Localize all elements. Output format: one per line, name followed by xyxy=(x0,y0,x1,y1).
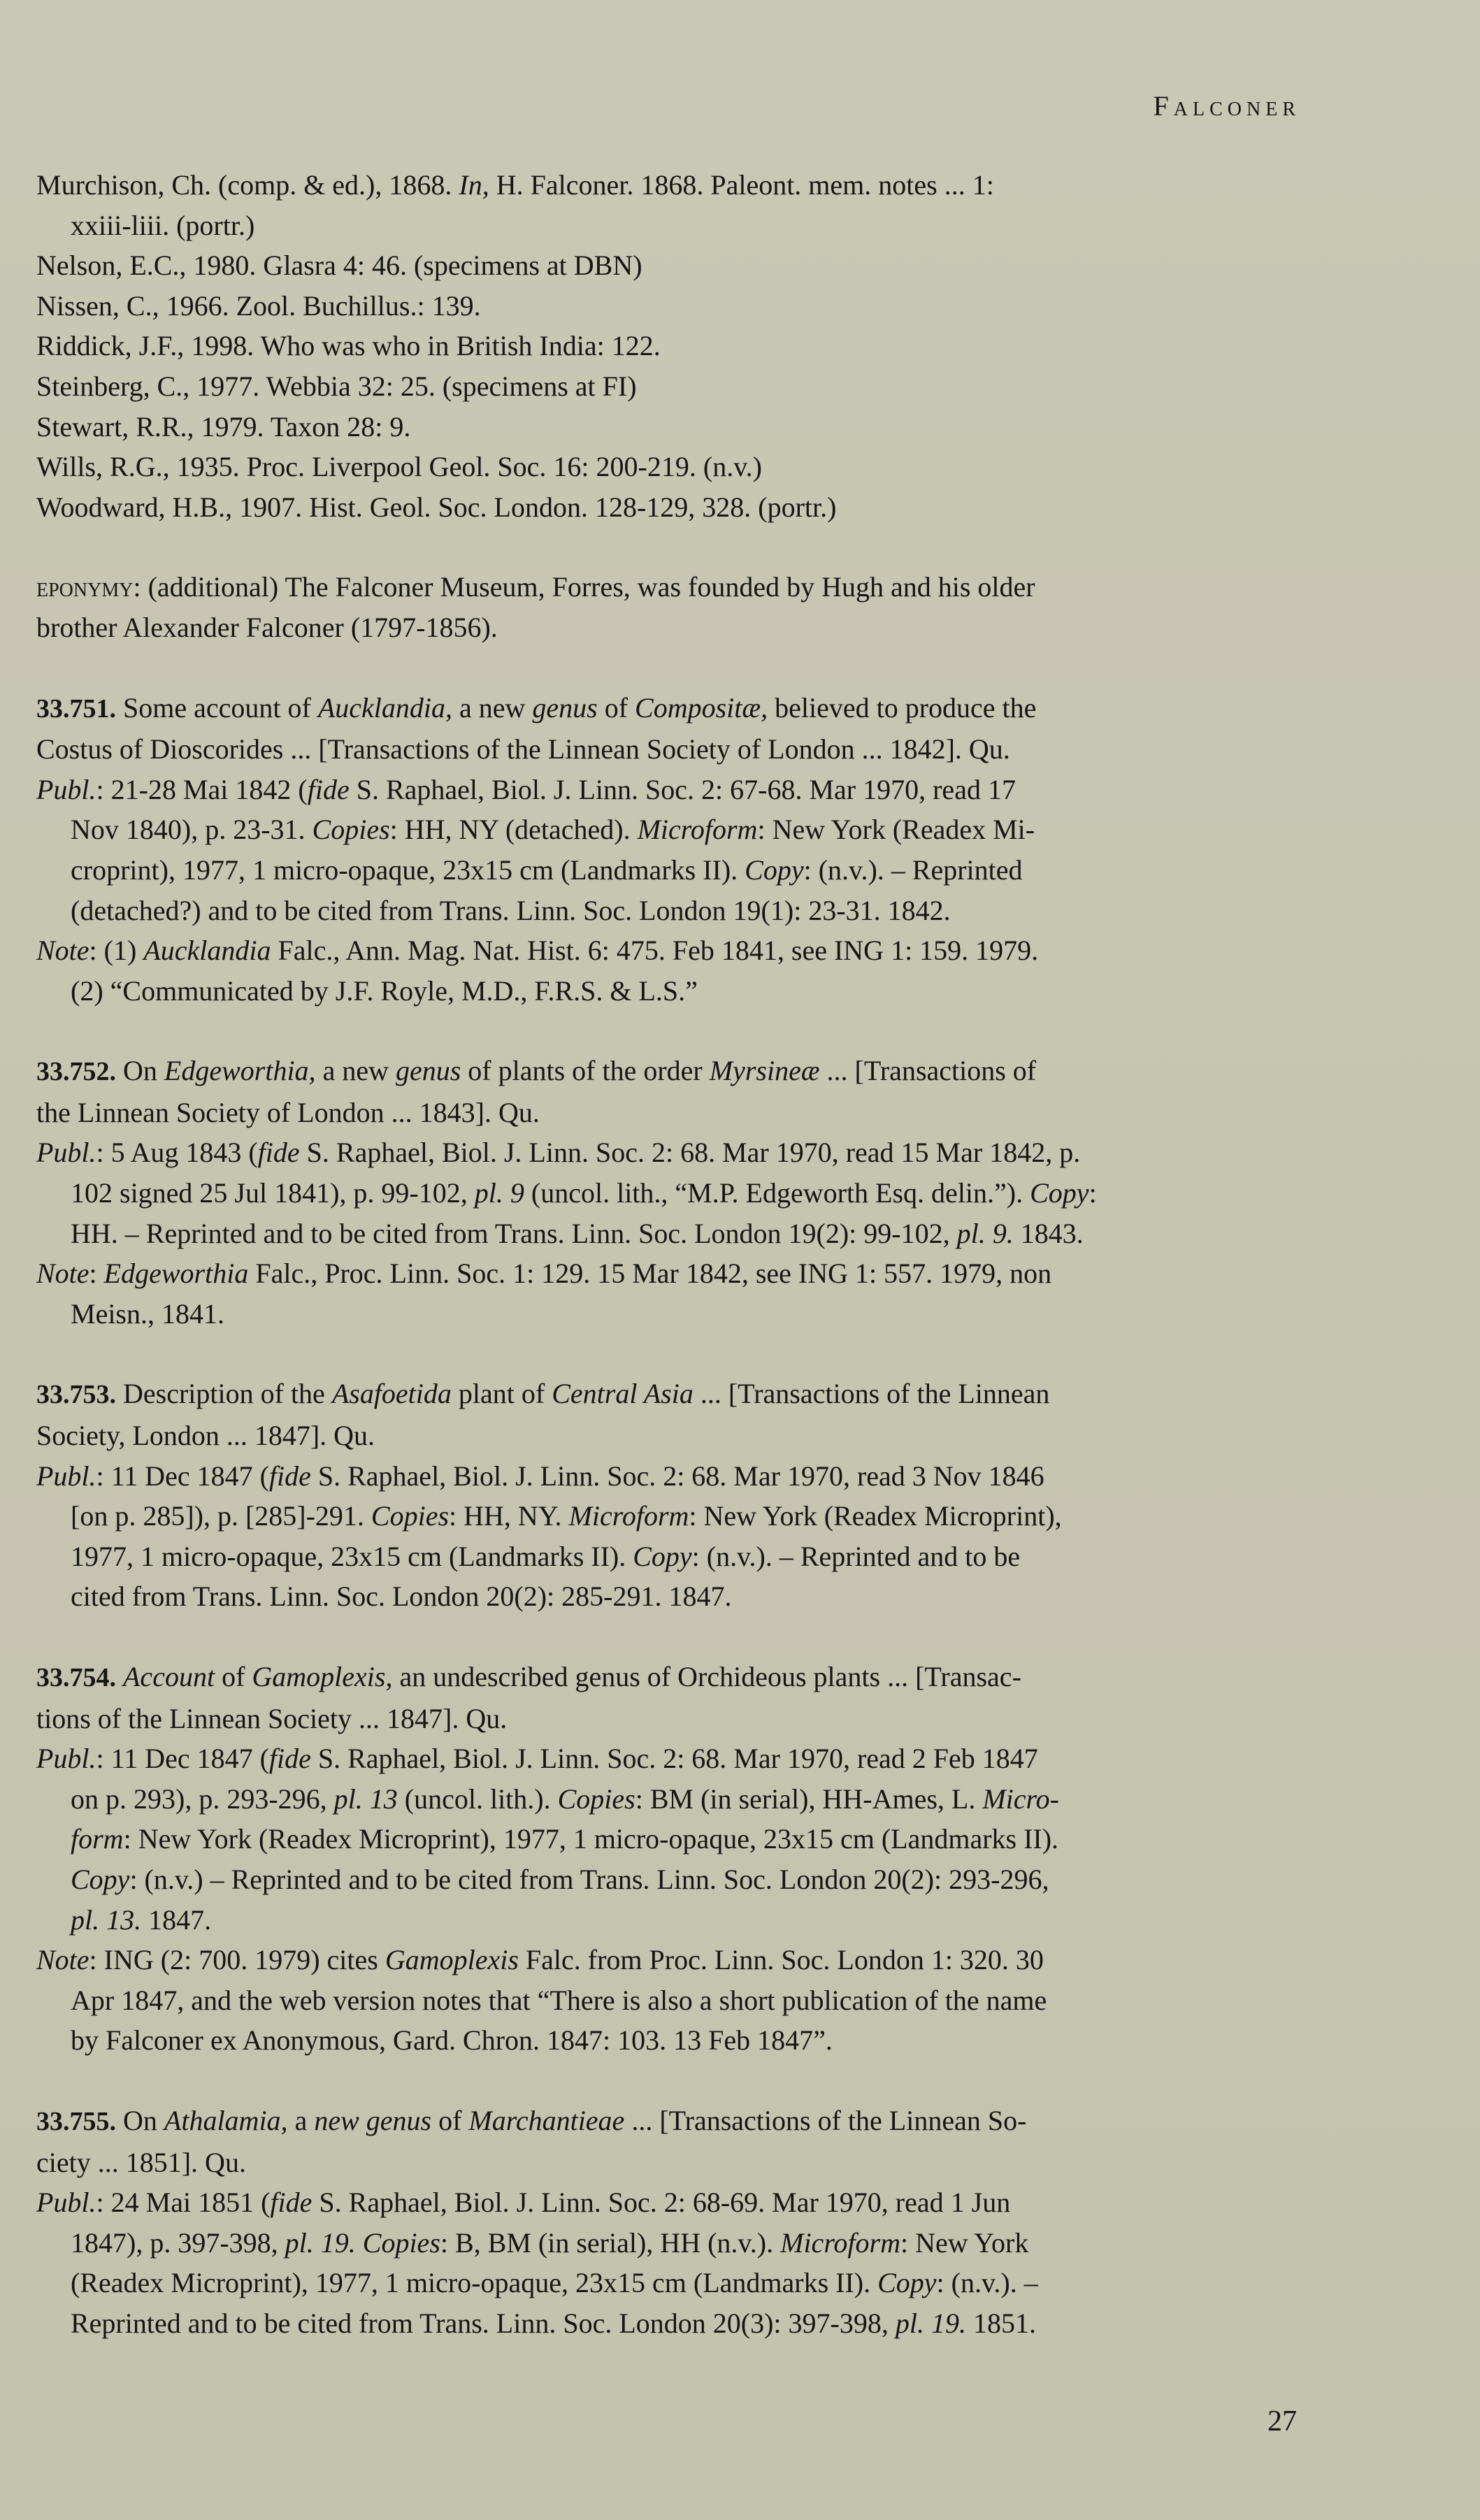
reference-item: Nelson, E.C., 1980. Glasra 4: 46. (specimens at DBN) xyxy=(36,250,642,282)
entry-number: 33.755. xyxy=(36,2106,116,2136)
entry-number: 33.751. xyxy=(36,693,116,723)
eponymy-label: eponymy xyxy=(36,571,134,603)
reference-item: Woodward, H.B., 1907. Hist. Geol. Soc. London. 128-129, 328. (portr.) xyxy=(36,491,837,523)
entry-number: 33.754. xyxy=(36,1663,116,1692)
page-number: 27 xyxy=(1267,2405,1297,2438)
entry-33-752: 33.752. On Edgeworthia, a new genus of plants of the order Myrsineæ ... [Transactions of the Linnean Society of London ... 1843]. Qu. Publ.: 5 Aug 1843 (fide S. Raphael, Biol. J. Linn. Soc. 2: 68. Mar 1970, read 15 Mar 1842, p. 102 signed 25 Jul 1841), p. 99-102, pl. 9 (uncol. lith., “M.P. Edgeworth Esq. delin.”). Copy: HH. – Reprinted and to be cited from Trans. Linn. Soc. London 19(2): 99-102, pl. 9. 1843. Note: Edgeworthia Falc., Proc. Linn. Soc. 1: 129. 15 Mar 1842, see ING 1: 557. 1979, non Meisn., 1841. xyxy=(36,1055,1097,1330)
reference-item: Wills, R.G., 1935. Proc. Liverpool Geol. Soc. 16: 200-219. (n.v.) xyxy=(36,451,762,483)
reference-item-continuation: xxiii-liii. (portr.) xyxy=(71,209,255,241)
reference-item: Nissen, C., 1966. Zool. Buchillus.: 139. xyxy=(36,289,481,322)
entry-33-755: 33.755. On Athalamia, a new genus of Marchantieae ... [Transactions of the Linnean So- ciety ... 1851]. Qu. Publ.: 24 Mai 1851 (fide S. Raphael, Biol. J. Linn. Soc. 2: 68-69. Mar 1970, read 1 Jun 1847), p. 397-398, pl. 19. Copies: B, BM (in serial), HH (n.v.). Microform: New York (Readex Microprint), 1977, 1 micro-opaque, 23x15 cm (Landmarks II). Copy: (n.v.). – Reprinted and to be cited from Trans. Linn. Soc. London 20(3): 397-398, pl. 19. 1851. xyxy=(36,2104,1038,2339)
entry-33-753: 33.753. Description of the Asafoetida plant of Central Asia ... [Transactions of the Linnean Society, London ... 1847]. Qu. Publ.: 11 Dec 1847 (fide S. Raphael, Biol. J. Linn. Soc. 2: 68. Mar 1970, read 3 Nov 1846 [on p. 285]), p. [285]-291. Copies: HH, NY. Microform: New York (Readex Microprint), 1977, 1 micro-opaque, 23x15 cm (Landmarks II). Copy: (n.v.). – Reprinted and to be cited from Trans. Linn. Soc. London 20(2): 285-291. 1847. xyxy=(36,1378,1062,1613)
reference-item: Murchison, Ch. (comp. & ed.), 1868. In, H. Falconer. 1868. Paleont. mem. notes ... 1: xyxy=(36,169,994,201)
running-head: Falconer xyxy=(1153,90,1300,122)
entry-number: 33.752. xyxy=(36,1057,116,1087)
eponymy-section: eponymy: (additional) The Falconer Museum, Forres, was founded by Hugh and his older brother Alexander Falconer (1797-1856). xyxy=(36,571,1035,643)
reference-list xyxy=(36,165,1300,527)
entry-number: 33.753. xyxy=(36,1380,116,1410)
entry-33-751: 33.751. Some account of Aucklandia, a new genus of Compositæ, believed to produce the Costus of Dioscorides ... [Transactions of the Linnean Society of London ... 1842]. Qu. Publ.: 21-28 Mai 1842 (fide S. Raphael, Biol. J. Linn. Soc. 2: 67-68. Mar 1970, read 17 Nov 1840), p. 23-31. Copies: HH, NY (detached). Microform: New York (Readex Mi- croprint), 1977, 1 micro-opaque, 23x15 cm (Landmarks II). Copy: (n.v.). – Reprinted (detached?) and to be cited from Trans. Linn. Soc. London 19(1): 23-31. 1842. Note: (1) Aucklandia Falc., Ann. Mag. Nat. Hist. 6: 475. Feb 1841, see ING 1: 159. 1979. (2) “Communicated by J.F. Royle, M.D., F.R.S. & L.S.” xyxy=(36,691,1039,1007)
page-body xyxy=(36,165,1300,2344)
entry-33-754: 33.754. Account of Gamoplexis, an undescribed genus of Orchideous plants ... [Transac- tions of the Linnean Society ... 1847]. Qu. Publ.: 11 Dec 1847 (fide S. Raphael, Biol. J. Linn. Soc. 2: 68. Mar 1970, read 2 Feb 1847 on p. 293), p. 293-296, pl. 13 (uncol. lith.). Copies: BM (in serial), HH-Ames, L. Micro- form: New York (Readex Microprint), 1977, 1 micro-opaque, 23x15 cm (Landmarks II). Copy: (n.v.) – Reprinted and to be cited from Trans. Linn. Soc. London 20(2): 293-296, pl. 13. 1847. Note: ING (2: 700. 1979) cites Gamoplexis Falc. from Proc. Linn. Soc. London 1: 320. 30 Apr 1847, and the web version notes that “There is also a short publication of the name by Falconer ex Anonymous, Gard. Chron. 1847: 103. 13 Feb 1847”. xyxy=(36,1661,1059,2057)
reference-item: Stewart, R.R., 1979. Taxon 28: 9. xyxy=(36,410,411,442)
reference-item: Steinberg, C., 1977. Webbia 32: 25. (specimens at FI) xyxy=(36,370,637,402)
reference-item: Riddick, J.F., 1998. Who was who in British India: 122. xyxy=(36,330,661,362)
